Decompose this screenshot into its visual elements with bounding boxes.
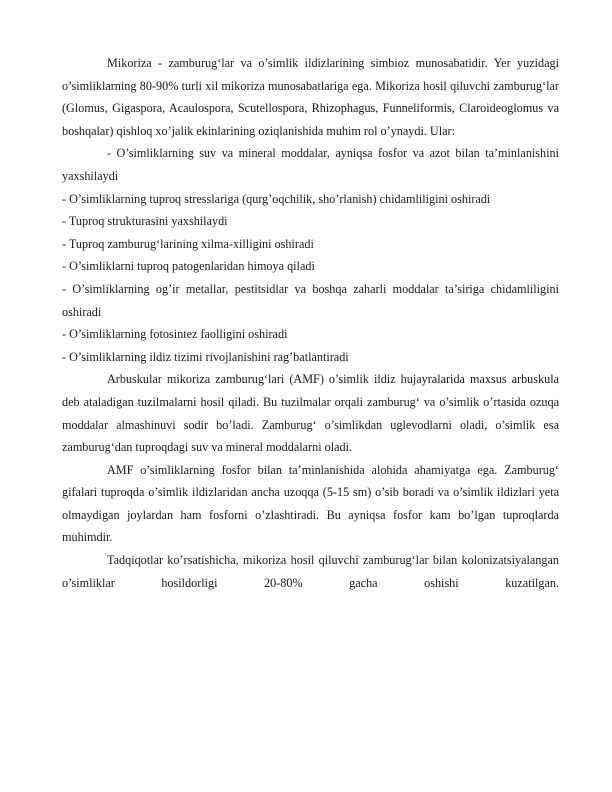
paragraph-amf-structures: Arbuskular mikoriza zamburug‘lari (AMF) o’simlik ildiz hujayralarida maxsus arbuskula deb ataladigan tuzilmalarni hosil qiladi. Bu tuzilmalar orqali zamburug‘ va o’simlik o’rtasida ozuqa moddalar almashinuvi sodir bo’ladi. Zamburug‘ o’simlikdan uglevodlarni oladi, o’simlik esa zamburug‘dan tuproqdagi suv va mineral moddalarni oladi.	[62, 372, 559, 455]
paragraph-research-yield: Tadqiqotlar ko’rsatishicha, mikoriza hosil qiluvchi zamburug‘lar bilan kolonizatsiyalangan o’simliklar hosildorligi 20-80% gacha oshishi kuzatilgan.	[62, 553, 559, 590]
list-item-stress-resistance: - O’simliklarning tuproq stresslariga (qurg’oqchilik, sho’rlanish) chidamliligini oshiradi	[62, 191, 491, 206]
paragraph-intro: Mikoriza - zamburug‘lar va o’simlik ildizlarining simbioz munosabatidir. Yer yuzidagi o’simliklarning 80-90% turli xil mikoriza munosabatlariga ega. Mikoriza hosil qiluvchi zamburug‘lar (Glomus, Gigaspora, Acaulospora, Scutellospora, Rhizophagus, Funneliformis, Claroideoglomus va boshqalar) qishloq xo’jalik ekinlarining oziqlanishida muhim rol o’ynaydi. Ular:	[62, 56, 559, 138]
list-item-water-minerals: - O’simliklarning suv va mineral moddalar, ayniqsa fosfor va azot bilan ta’minlanishini yaxshilaydi	[62, 146, 559, 183]
paragraph-amf-phosphorus: AMF o’simliklarning fosfor bilan ta’minlanishida alohida ahamiyatga ega. Zamburug‘ gifalari tuproqda o’simlik ildizlaridan ancha uzoqqa (5-15 sm) o’sib boradi va o’simlik ildizlari yeta olmaydigan joylardan ham fosforni o’zlashtiradi. Bu ayniqsa fosfor kam bo’lgan tuproqlarda muhimdir.	[62, 462, 559, 545]
document-body	[62, 52, 559, 594]
list-item-toxin-resistance: - O’simliklarning og’ir metallar, pestitsidlar va boshqa zaharli moddalar ta’siriga chidamliligini oshiradi	[62, 281, 559, 319]
list-item-soil-structure: - Tuproq strukturasini yaxshilaydi	[62, 214, 228, 229]
list-item-pathogen-protection: - O’simliklarni tuproq patogenlaridan himoya qiladi	[62, 259, 315, 274]
list-item-root-development: - O’simliklarning ildiz tizimi rivojlanishini rag’batlantiradi	[62, 349, 349, 364]
list-item-photosynthesis: - O’simliklarning fotosintez faolligini oshiradi	[62, 327, 288, 342]
list-item-fungal-diversity: - Tuproq zamburug‘larining xilma-xilligini oshiradi	[62, 236, 314, 251]
